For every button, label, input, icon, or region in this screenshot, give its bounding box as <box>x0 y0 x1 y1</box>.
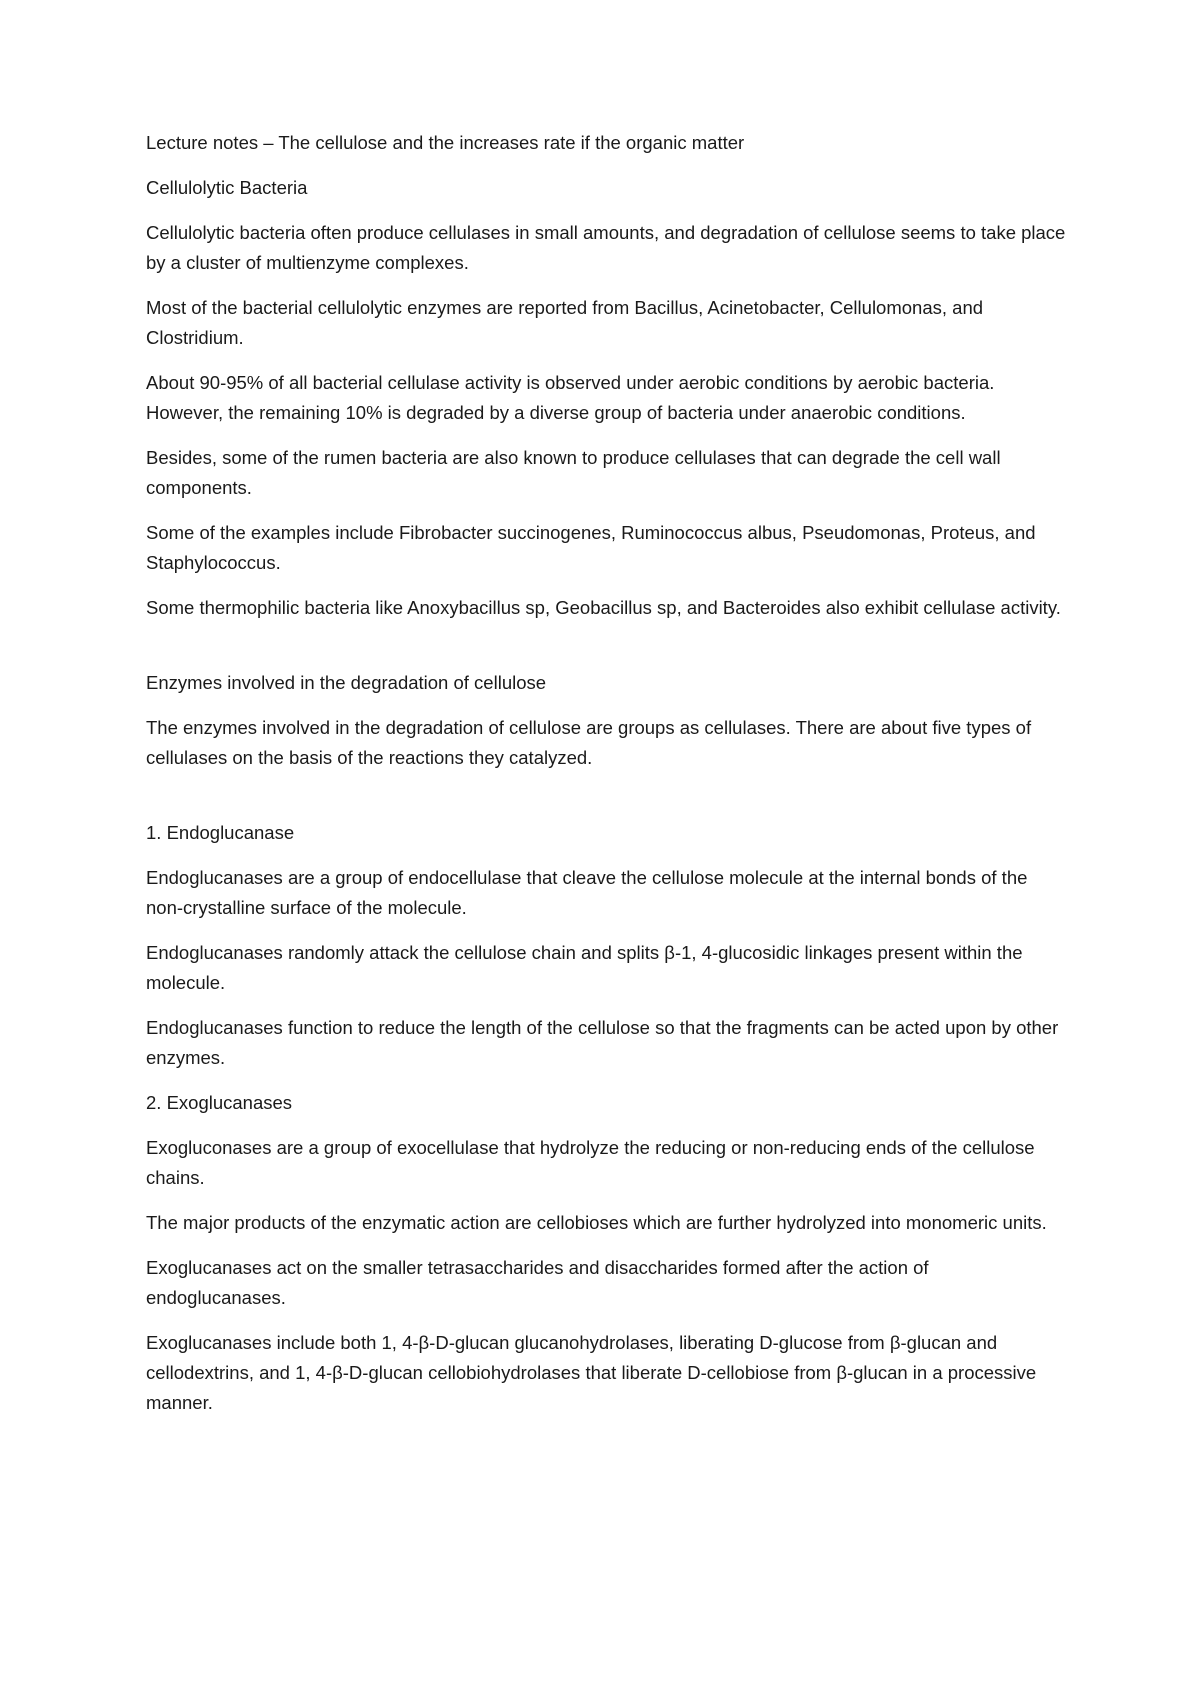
paragraph: Some thermophilic bacteria like Anoxybacillus sp, Geobacillus sp, and Bacteroides also exhibit cellulase activity. <box>146 597 1061 618</box>
paragraph: Cellulolytic bacteria often produce cellulases in small amounts, and degradation of cellulose seems to take place by a cluster of multienzyme complexes. <box>146 222 1066 273</box>
document-page <box>146 128 1066 1433</box>
paragraph: Some of the examples include Fibrobacter succinogenes, Ruminococcus albus, Pseudomonas, Proteus, and Staphylococcus. <box>146 522 1036 573</box>
paragraph: Endoglucanases function to reduce the length of the cellulose so that the fragments can be acted upon by other enzymes. <box>146 1017 1059 1068</box>
paragraph: Most of the bacterial cellulolytic enzymes are reported from Bacillus, Acinetobacter, Cellulomonas, and Clostridium. <box>146 297 984 348</box>
paragraph: The enzymes involved in the degradation of cellulose are groups as cellulases. There are about five types of cellulases on the basis of the reactions they catalyzed. <box>146 717 1032 768</box>
paragraph: Endoglucanases randomly attack the cellulose chain and splits β-1, 4-glucosidic linkages present within the molecule. <box>146 942 1023 993</box>
paragraph: The major products of the enzymatic action are cellobioses which are further hydrolyzed into monomeric units. <box>146 1212 1047 1233</box>
section-heading-cellulolytic-bacteria: Cellulolytic Bacteria <box>146 177 308 198</box>
paragraph: Exoglucanases act on the smaller tetrasaccharides and disaccharides formed after the action of endoglucanases. <box>146 1257 929 1308</box>
paragraph: Exogluconases are a group of exocellulase that hydrolyze the reducing or non-reducing ends of the cellulose chains. <box>146 1137 1035 1188</box>
subsection-heading-exoglucanases: 2. Exoglucanases <box>146 1092 293 1113</box>
paragraph: Besides, some of the rumen bacteria are also known to produce cellulases that can degrade the cell wall components. <box>146 447 1001 498</box>
paragraph: Exoglucanases include both 1, 4-β-D-glucan glucanohydrolases, liberating D-glucose from β-glucan and cellodextrins, and 1, 4-β-D-glucan cellobiohydrolases that liberate D-cellobiose from β-glucan in a processive manner. <box>146 1332 1037 1413</box>
paragraph: Endoglucanases are a group of endocellulase that cleave the cellulose molecule at the internal bonds of the non-crystalline surface of the molecule. <box>146 867 1028 918</box>
subsection-heading-endoglucanase: 1. Endoglucanase <box>146 822 295 843</box>
document-title: Lecture notes – The cellulose and the increases rate if the organic matter <box>146 132 745 153</box>
section-heading-enzymes: Enzymes involved in the degradation of cellulose <box>146 672 547 693</box>
paragraph: About 90-95% of all bacterial cellulase activity is observed under aerobic conditions by aerobic bacteria. However, the remaining 10% is degraded by a diverse group of bacteria under anaerobic conditions. <box>146 372 995 423</box>
